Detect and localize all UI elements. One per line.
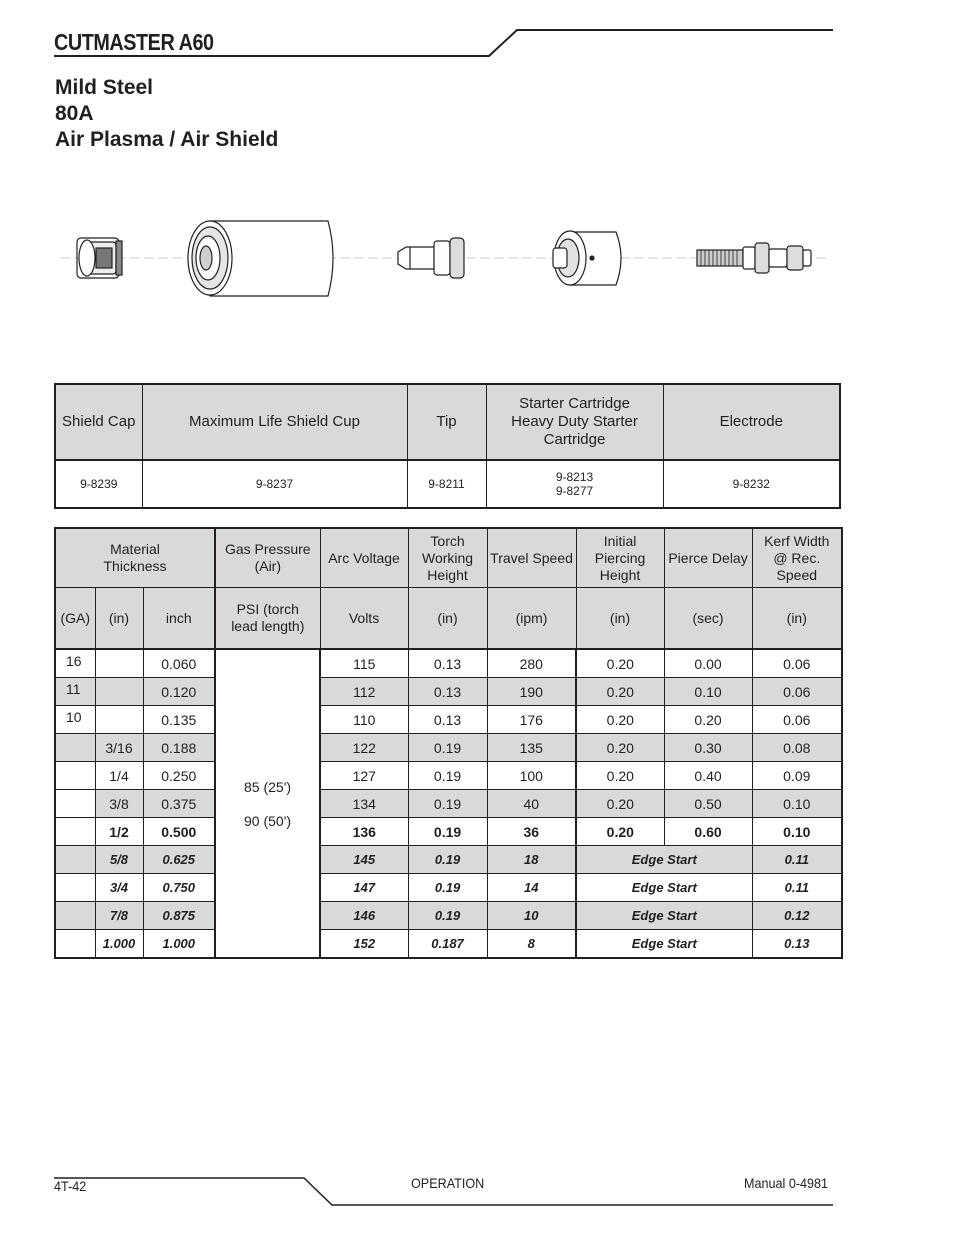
cell-kerf: 0.06 [752,706,842,734]
cell-speed: 100 [487,762,576,790]
cell-ga [55,762,95,790]
part-number-starter-heavy-duty: 9-8277 [555,484,594,498]
cell-ga [55,818,95,846]
cell-inch: 0.625 [143,846,215,874]
cell-twh: 0.19 [408,790,487,818]
cell-volts: 134 [320,790,408,818]
cell-inch: 0.120 [143,678,215,706]
cell-edge-start: Edge Start [576,930,752,959]
cell-gas-pressure [215,649,320,958]
unit-gauge: (GA) [55,588,95,650]
footer-section: OPERATION [411,1175,485,1191]
cutting-parameters-table [54,527,843,959]
cell-kerf: 0.06 [752,649,842,678]
cell-twh: 0.19 [408,734,487,762]
cell-kerf: 0.06 [752,678,842,706]
header-torch-working-height: Torch Working Height [408,528,487,588]
cell-iph: 0.20 [576,649,664,678]
cell-twh: 0.187 [408,930,487,959]
cell-twh: 0.19 [408,846,487,874]
cell-delay: 0.40 [664,762,752,790]
header-kerf-width: Kerf Width @ Rec. Speed [752,528,842,588]
cell-iph: 0.20 [576,734,664,762]
unit-inch: inch [143,588,215,650]
shield-cap-icon [77,238,122,278]
cell-frac: 1/2 [95,818,143,846]
cell-delay: 0.30 [664,734,752,762]
header-travel-speed: Travel Speed [487,528,576,588]
header-material-thickness: Material Thickness [55,528,215,588]
footer-manual-number: Manual 0-4981 [744,1175,829,1191]
cell-delay: 0.60 [664,818,752,846]
starter-cartridge-icon [553,231,621,285]
cell-twh: 0.13 [408,649,487,678]
cell-inch: 0.135 [143,706,215,734]
unit-fraction-in: (in) [95,588,143,650]
cell-edge-start: Edge Start [576,874,752,902]
cell-volts: 147 [320,874,408,902]
cell-frac: 1.000 [95,930,143,959]
cell-frac: 1/4 [95,762,143,790]
electrode-icon [697,243,811,273]
cell-speed: 18 [487,846,576,874]
cell-speed: 190 [487,678,576,706]
cell-volts: 136 [320,818,408,846]
consumable-parts-table [54,383,841,509]
header-starter-cartridge: Starter Cartridge Heavy Duty Starter Cartridge [486,384,663,460]
header-shield-cap: Shield Cap [55,384,142,460]
cell-ga [55,846,95,874]
consumable-parts-illustration [60,205,830,315]
cell-inch: 0.875 [143,902,215,930]
cell-twh: 0.19 [408,762,487,790]
shield-cup-icon [188,221,333,296]
cell-ga [55,790,95,818]
cell-frac: 3/16 [95,734,143,762]
cell-ga: 11 [55,678,95,706]
gas-pressure-25ft: 85 (25') [244,778,292,795]
cell-speed: 280 [487,649,576,678]
cell-twh: 0.19 [408,902,487,930]
cell-inch: 0.250 [143,762,215,790]
header-tip: Tip [407,384,486,460]
page-titles [55,75,278,153]
cell-kerf: 0.11 [752,874,842,902]
cell-inch: 0.750 [143,874,215,902]
cell-volts: 127 [320,762,408,790]
part-number-starter-cartridge [486,460,663,508]
cell-frac [95,706,143,734]
gas-pressure-50ft: 90 (50') [244,812,292,829]
header-pierce-delay: Pierce Delay [664,528,752,588]
cell-delay: 0.50 [664,790,752,818]
cell-frac: 7/8 [95,902,143,930]
cell-speed: 10 [487,902,576,930]
header-electrode: Electrode [663,384,840,460]
cell-iph: 0.20 [576,818,664,846]
unit-iph-in: (in) [576,588,664,650]
cell-frac [95,649,143,678]
cell-twh: 0.19 [408,818,487,846]
cell-inch: 0.188 [143,734,215,762]
cell-delay: 0.20 [664,706,752,734]
unit-twh-in: (in) [408,588,487,650]
cell-ga [55,930,95,959]
cell-kerf: 0.10 [752,790,842,818]
cell-volts: 152 [320,930,408,959]
header-arc-voltage: Arc Voltage [320,528,408,588]
cell-speed: 36 [487,818,576,846]
cell-ga [55,874,95,902]
cell-frac [95,678,143,706]
unit-kerf-in: (in) [752,588,842,650]
tip-icon [398,238,464,278]
part-number-tip: 9-8211 [407,460,486,508]
cell-kerf: 0.11 [752,846,842,874]
cell-volts: 115 [320,649,408,678]
cell-frac: 5/8 [95,846,143,874]
cell-kerf: 0.09 [752,762,842,790]
cell-inch: 0.375 [143,790,215,818]
footer-page-number: 4T-42 [54,1178,87,1194]
cell-inch: 0.060 [143,649,215,678]
cell-inch: 0.500 [143,818,215,846]
cell-speed: 176 [487,706,576,734]
unit-ipm: (ipm) [487,588,576,650]
unit-volts: Volts [320,588,408,650]
cell-ga [55,734,95,762]
cell-volts: 122 [320,734,408,762]
cell-kerf: 0.12 [752,902,842,930]
cell-volts: 146 [320,902,408,930]
cell-volts: 110 [320,706,408,734]
unit-psi: PSI (torch lead length) [215,588,320,650]
cell-iph: 0.20 [576,678,664,706]
cell-delay: 0.10 [664,678,752,706]
cell-speed: 8 [487,930,576,959]
cell-edge-start: Edge Start [576,846,752,874]
part-number-electrode: 9-8232 [663,460,840,508]
cell-speed: 40 [487,790,576,818]
title-gas: Air Plasma / Air Shield [55,128,279,151]
cell-ga: 16 [55,649,95,678]
unit-sec: (sec) [664,588,752,650]
cell-speed: 135 [487,734,576,762]
header-initial-piercing-height: Initial Piercing Height [576,528,664,588]
cell-frac: 3/4 [95,874,143,902]
cell-speed: 14 [487,874,576,902]
cell-iph: 0.20 [576,706,664,734]
cell-twh: 0.13 [408,706,487,734]
cell-kerf: 0.08 [752,734,842,762]
cell-volts: 145 [320,846,408,874]
title-current: 80A [55,102,94,125]
cell-twh: 0.13 [408,678,487,706]
header-title: CUTMASTER A60 [54,29,214,55]
part-number-starter-standard: 9-8213 [555,470,594,484]
cell-frac: 3/8 [95,790,143,818]
part-number-shield-cap: 9-8239 [55,460,142,508]
cell-edge-start: Edge Start [576,902,752,930]
cell-volts: 112 [320,678,408,706]
cell-inch: 1.000 [143,930,215,959]
header-shield-cup: Maximum Life Shield Cup [142,384,407,460]
cell-kerf: 0.13 [752,930,842,959]
cell-kerf: 0.10 [752,818,842,846]
cell-ga [55,902,95,930]
cell-twh: 0.19 [408,874,487,902]
cell-delay: 0.00 [664,649,752,678]
cell-ga: 10 [55,706,95,734]
cell-iph: 0.20 [576,790,664,818]
header-gas-pressure: Gas Pressure (Air) [215,528,320,588]
part-number-shield-cup: 9-8237 [142,460,407,508]
cell-iph: 0.20 [576,762,664,790]
title-material: Mild Steel [55,76,154,99]
